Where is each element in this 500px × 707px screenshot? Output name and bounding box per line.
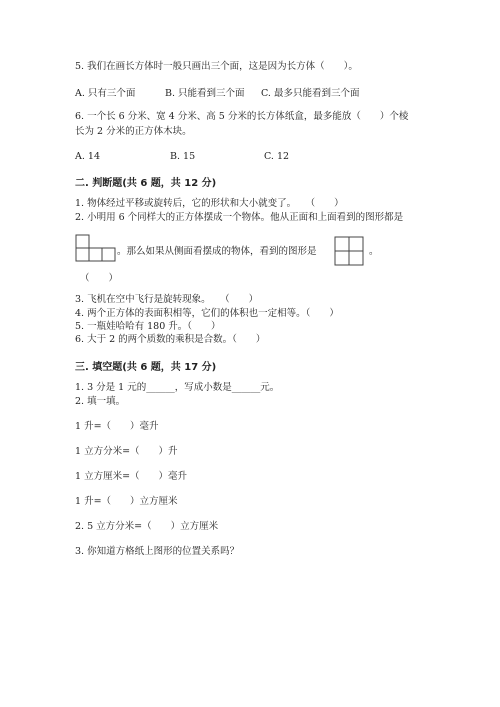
fill-item-2-sub-3: 1 立方厘米=（ ）毫升 — [75, 471, 188, 482]
judge-item-2-answer: （ ） — [80, 273, 119, 284]
fill-item-2-sub-1: 1 升=（ ）毫升 — [75, 421, 159, 432]
fill-item-2-sub-5: 2. 5 立方分米=（ ）立方厘米 — [75, 521, 219, 532]
question-6-option-b: B. 15 — [170, 151, 196, 162]
figure-square-bottom-right — [102, 248, 115, 261]
question-6-option-c: C. 12 — [264, 151, 290, 162]
section-2-title: 二. 判断题(共 6 题，共 12 分) — [75, 178, 217, 189]
judge-item-2-line2: 。那么如果从侧面看摆成的物体，看到的图形是 — [117, 246, 317, 257]
judge-item-6: 6. 大于 2 的两个质数的乘积是合数。（ ） — [75, 334, 266, 345]
fill-item-2-sub-2: 1 立方分米=（ ）升 — [75, 446, 178, 457]
question-6-option-a: A. 14 — [75, 151, 100, 162]
figure-square-bottom-middle — [89, 248, 102, 261]
figure-square-bottom-left — [335, 251, 349, 265]
fill-item-2-sub-4: 1 升=（ ）立方厘米 — [75, 496, 178, 507]
fill-item-1: 1. 3 分是 1 元的______，写成小数是______元。 — [75, 382, 280, 393]
figure-square-bottom-right — [349, 251, 363, 265]
fill-item-3: 3. 你知道方格纸上图形的位置关系吗？ — [75, 546, 240, 557]
question-5-option-a: A. 只有三个面 — [75, 88, 136, 99]
judge-item-2-period: 。 — [369, 246, 379, 257]
judge-item-1: 1. 物体经过平移或旋转后，它的形状和大小就变了。 （ ） — [75, 198, 344, 209]
figure-square-top-right — [349, 237, 363, 251]
judge-item-4: 4. 两个正方体的表面积相等，它们的体积也一定相等。（ ） — [75, 308, 339, 319]
side-view-figure — [334, 236, 366, 268]
judge-item-5: 5. 一瓶娃哈哈有 180 升。（ ） — [75, 321, 221, 332]
judge-item-3: 3. 飞机在空中飞行是旋转现象。 （ ） — [75, 294, 259, 305]
figure-square-top — [76, 235, 89, 248]
judge-item-2-line1: 2. 小明用 6 个同样大的正方体摆成一个物体。他从正面和上面看到的图形都是 — [75, 212, 404, 223]
question-5-option-b: B. 只能看到三个面 — [165, 88, 245, 99]
fill-item-2: 2. 填一填。 — [75, 396, 126, 407]
question-5-stem: 5. 我们在画长方体时一般只画出三个面，这是因为长方体（ ）。 — [75, 61, 358, 72]
figure-square-top-left — [335, 237, 349, 251]
front-top-view-figure — [75, 234, 117, 266]
question-6-stem-line2: 长为 2 分米的正方体木块。 — [75, 126, 192, 137]
question-6-stem-line1: 6. 一个长 6 分米、宽 4 分米、高 5 分米的长方体纸盒，最多能放（ ）个棱 — [75, 111, 409, 122]
figure-square-bottom-left — [76, 248, 89, 261]
question-5-option-c: C. 最多只能看到三个面 — [261, 88, 360, 99]
section-3-title: 三. 填空题(共 6 题，共 17 分) — [75, 362, 217, 373]
